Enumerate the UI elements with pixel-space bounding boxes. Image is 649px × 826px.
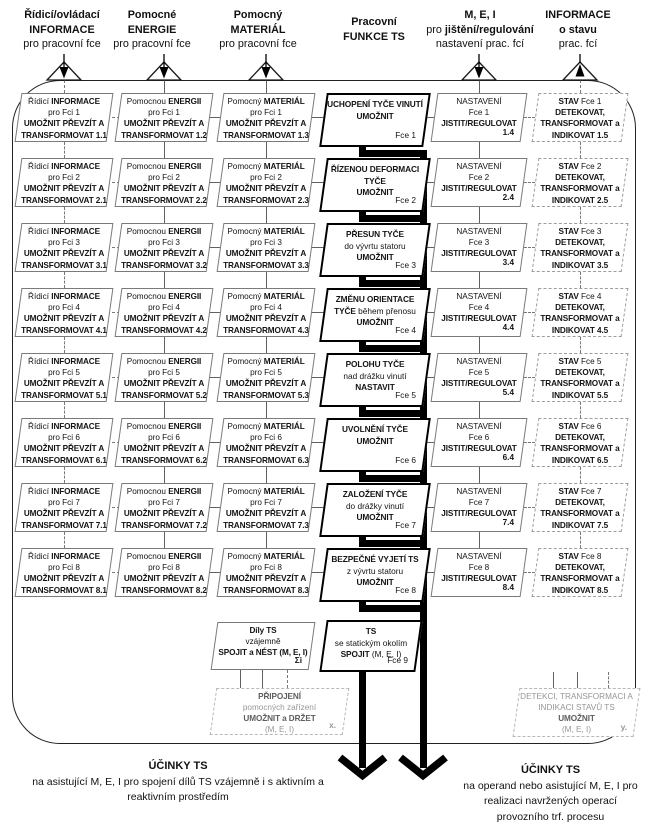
attach-link [262, 670, 263, 688]
energy-box-4: Pomocnou ENERGII pro Fci 4 UMOŽNIT PŘEVZÍT A TRANSFORMOVAT 4.2 [115, 288, 214, 337]
column-row-link [266, 467, 267, 483]
function-box-5: POLOHU TYČE nad drážku vinutí NASTAVIT Fce 5 [319, 353, 431, 407]
regulation-box-3: NASTAVENÍ Fce 3 JISTIT/REGULOVAT 3.4 [431, 223, 528, 272]
regulation-box-5: NASTAVENÍ Fce 5 JISTIT/REGULOVAT 5.4 [431, 353, 528, 402]
column-top-stub [580, 80, 581, 93]
regulation-status-link [524, 247, 535, 248]
header-line: MATERIÁL [230, 23, 286, 36]
column-row-link [479, 402, 480, 418]
effects-text-left [13, 759, 343, 806]
detect-link [608, 672, 609, 688]
column-top-stub [64, 80, 65, 93]
regulation-status-link [524, 312, 535, 313]
energy-box-6: Pomocnou ENERGII pro Fci 6 UMOŽNIT PŘEVZÍT A TRANSFORMOVAT 6.2 [115, 418, 214, 467]
column-row-link [164, 532, 165, 548]
attach-link [287, 670, 288, 688]
box-index-tag: 4.4 [502, 322, 514, 332]
control-box-3: Řídicí INFORMACE pro Fci 3 UMOŽNIT PŘEVZÍT A TRANSFORMOVAT 3.1 [15, 223, 114, 272]
header-line: o stavu [559, 23, 597, 36]
box-index-tag: Fce 4 [395, 325, 416, 336]
column-row-link [164, 142, 165, 158]
column-row-link [580, 402, 581, 418]
column-row-link [64, 207, 65, 223]
energy-material-link [210, 572, 220, 573]
material-input-triangle-icon [249, 54, 283, 80]
column-row-link [580, 142, 581, 158]
detect-link [577, 672, 578, 688]
header-line: Řídicí/ovládací [24, 9, 100, 21]
column-row-link [266, 272, 267, 288]
regulation-box-2: NASTAVENÍ Fce 2 JISTIT/REGULOVAT 2.4 [431, 158, 528, 207]
function-bus-joint [359, 215, 427, 222]
energy-material-link [210, 442, 220, 443]
column-row-link [164, 337, 165, 353]
function-bus-joint [359, 280, 427, 287]
control-box-1: Řídicí INFORMACE pro Fci 1 UMOŽNIT PŘEVZÍT A TRANSFORMOVAT 1.1 [15, 93, 114, 142]
mount-function-output-line [359, 668, 366, 768]
detect-link [553, 672, 554, 688]
effects-title: ÚČINKY TS [520, 764, 581, 776]
function-box-7: ZALOŽENÍ TYČE do drážky vinutí UMOŽNIT Fce 7 [319, 483, 431, 537]
energy-box-7: Pomocnou ENERGII pro Fci 7 UMOŽNIT PŘEVZÍT A TRANSFORMOVAT 7.2 [115, 483, 214, 532]
regulation-status-link [524, 442, 535, 443]
header-line: Pracovní [351, 16, 397, 28]
box-index-tag: 7.4 [502, 517, 514, 527]
header-line: pro pracovní fce [219, 38, 297, 50]
material-box-1: Pomocný MATERIÁL pro Fci 1 UMOŽNIT PŘEVZÍT A TRANSFORMOVAT 1.3 [217, 93, 316, 142]
header-line: M, E, I [464, 9, 496, 21]
function-bus-joint [359, 475, 427, 482]
column-row-link [266, 337, 267, 353]
material-box-3: Pomocný MATERIÁL pro Fci 3 UMOŽNIT PŘEVZÍT A TRANSFORMOVAT 3.3 [217, 223, 316, 272]
header-line: ENERGIE [127, 23, 177, 36]
box-index-tag: Fce 2 [395, 195, 416, 206]
attach-link [240, 670, 241, 688]
material-box-7: Pomocný MATERIÁL pro Fci 7 UMOŽNIT PŘEVZÍT A TRANSFORMOVAT 7.3 [217, 483, 316, 532]
function-bus-joint [359, 150, 427, 157]
energy-material-link [210, 377, 220, 378]
box-index-tag: 6.4 [502, 452, 514, 462]
effects-text-right [448, 763, 649, 825]
box-index-tag: 1.4 [502, 127, 514, 137]
box-index-tag: Fce 9 [387, 655, 408, 666]
regulation-box-1: NASTAVENÍ Fce 1 JISTIT/REGULOVAT 1.4 [431, 93, 528, 142]
regulation-box-7: NASTAVENÍ Fce 7 JISTIT/REGULOVAT 7.4 [431, 483, 528, 532]
header-line: Pomocné [127, 9, 177, 21]
box-index-tag: Fce 5 [395, 390, 416, 401]
control-box-8: Řídicí INFORMACE pro Fci 8 UMOŽNIT PŘEVZÍT A TRANSFORMOVAT 8.1 [15, 548, 114, 597]
column-row-link [64, 337, 65, 353]
regulation-status-link [524, 572, 535, 573]
column-row-link [266, 402, 267, 418]
box-index-tag: y. [620, 723, 627, 732]
material-box-5: Pomocný MATERIÁL pro Fci 5 UMOŽNIT PŘEVZÍT A TRANSFORMOVAT 5.3 [217, 353, 316, 402]
status-box-8: STAV Fce 8 DETEKOVAT, TRANSFORMOVAT a INDIKOVAT 8.5 [532, 548, 629, 597]
header-line: pro jištění/regulování [426, 23, 534, 36]
column-row-link [164, 402, 165, 418]
column-top-stub [479, 80, 480, 93]
function-box-1: UCHOPENÍ TYČE VINUTÍ UMOŽNIT Fce 1 [319, 93, 431, 147]
header-line: pro pracovní fce [23, 38, 101, 50]
column-row-link [580, 207, 581, 223]
column-row-link [266, 532, 267, 548]
column-row-link [64, 272, 65, 288]
column-top-stub [164, 80, 165, 93]
column-row-link [64, 467, 65, 483]
regulation-status-link [524, 117, 535, 118]
status-box-5: STAV Fce 5 DETEKOVAT, TRANSFORMOVAT a INDIKOVAT 5.5 [532, 353, 629, 402]
header-line: pro pracovní fce [113, 38, 191, 50]
column-row-link [580, 467, 581, 483]
box-index-tag: Fce 6 [395, 455, 416, 466]
column-row-link [479, 142, 480, 158]
effects-line: realizaci navržených operací [483, 795, 618, 807]
column-row-link [580, 272, 581, 288]
energy-box-1: Pomocnou ENERGII pro Fci 1 UMOŽNIT PŘEVZÍT A TRANSFORMOVAT 1.2 [115, 93, 214, 142]
status-box-6: STAV Fce 6 DETEKOVAT, TRANSFORMOVAT a INDIKOVAT 6.5 [532, 418, 629, 467]
box-index-tag: Fce 3 [395, 260, 416, 271]
energy-material-link [210, 312, 220, 313]
status-box-2: STAV Fce 2 DETEKOVAT, TRANSFORMOVAT a INDIKOVAT 2.5 [532, 158, 629, 207]
energy-input-triangle-icon [147, 54, 181, 80]
column-row-link [580, 532, 581, 548]
material-box-2: Pomocný MATERIÁL pro Fci 2 UMOŽNIT PŘEVZÍT A TRANSFORMOVAT 2.3 [217, 158, 316, 207]
control-box-5: Řídicí INFORMACE pro Fci 5 UMOŽNIT PŘEVZÍT A TRANSFORMOVAT 5.1 [15, 353, 114, 402]
regulation-box-8: NASTAVENÍ Fce 8 JISTIT/REGULOVAT 8.4 [431, 548, 528, 597]
box-index-tag: 8.4 [502, 582, 514, 592]
regulation-box-6: NASTAVENÍ Fce 6 JISTIT/REGULOVAT 6.4 [431, 418, 528, 467]
function-box-2: ŘÍZENOU DEFORMACI TYČE UMOŽNIT Fce 2 [319, 158, 431, 212]
regulation-box-4: NASTAVENÍ Fce 4 JISTIT/REGULOVAT 4.4 [431, 288, 528, 337]
column-top-stub [266, 80, 267, 93]
effects-line: na operand nebo asistující M, E, I pro [463, 779, 638, 792]
energy-box-3: Pomocnou ENERGII pro Fci 3 UMOŽNIT PŘEVZÍT A TRANSFORMOVAT 3.2 [115, 223, 214, 272]
static-mount-function-box: TS se statickým okolím SPOJIT (M, E, I) Fce 9 [319, 620, 422, 672]
function-box-6: UVOLNĚNÍ TYČE UMOŽNIT Fce 6 [319, 418, 431, 472]
column-row-link [479, 207, 480, 223]
status-box-1: STAV Fce 1 DETEKOVAT, TRANSFORMOVAT a INDIKOVAT 1.5 [532, 93, 629, 142]
energy-box-8: Pomocnou ENERGII pro Fci 8 UMOŽNIT PŘEVZÍT A TRANSFORMOVAT 8.2 [115, 548, 214, 597]
column-row-link [164, 272, 165, 288]
control-box-2: Řídicí INFORMACE pro Fci 2 UMOŽNIT PŘEVZÍT A TRANSFORMOVAT 2.1 [15, 158, 114, 207]
column-row-link [164, 207, 165, 223]
detect-indicate-states-box: DETEKCI, TRANSFORMACI A INDIKACI STAVŮ TS UMOŽNIT (M, E, I) y. [513, 688, 641, 737]
box-index-tag: 2.4 [502, 192, 514, 202]
function-bus-joint [359, 540, 427, 547]
status-box-7: STAV Fce 7 DETEKOVAT, TRANSFORMOVAT a INDIKOVAT 7.5 [532, 483, 629, 532]
box-index-tag: x. [329, 721, 336, 730]
column-row-link [64, 532, 65, 548]
control-box-7: Řídicí INFORMACE pro Fci 7 UMOŽNIT PŘEVZÍT A TRANSFORMOVAT 7.1 [15, 483, 114, 532]
header-status [503, 8, 649, 52]
effects-line: provozního trf. procesu [496, 810, 605, 823]
control-box-4: Řídicí INFORMACE pro Fci 4 UMOŽNIT PŘEVZÍT A TRANSFORMOVAT 4.1 [15, 288, 114, 337]
function-box-8: BEZPEČNÉ VYJETÍ TS z vývrtu statoru UMOŽNIT Fce 8 [319, 548, 431, 602]
material-box-6: Pomocný MATERIÁL pro Fci 6 UMOŽNIT PŘEVZÍT A TRANSFORMOVAT 6.3 [217, 418, 316, 467]
energy-box-2: Pomocnou ENERGII pro Fci 2 UMOŽNIT PŘEVZÍT A TRANSFORMOVAT 2.2 [115, 158, 214, 207]
regulation-status-link [524, 182, 535, 183]
attach-aux-devices-box: PŘIPOJENÍ pomocných zařízení UMOŽNIT a DRŽET (M, E, I) x. [210, 688, 350, 735]
effects-line: reaktivním prostředím [127, 791, 229, 803]
energy-material-link [210, 247, 220, 248]
header-line: INFORMACE [29, 23, 95, 36]
column-row-link [479, 467, 480, 483]
effects-line: na asistující M, E, I pro spojení dílů TS vzájemně i s aktivním a [32, 775, 324, 788]
column-row-link [64, 142, 65, 158]
header-line: Pomocný [233, 9, 283, 21]
regulation-input-triangle-icon [462, 54, 496, 80]
column-row-link [580, 337, 581, 353]
box-index-tag: Fce 7 [395, 520, 416, 531]
column-row-link [64, 402, 65, 418]
energy-material-link [210, 507, 220, 508]
column-row-link [479, 532, 480, 548]
material-box-8: Pomocný MATERIÁL pro Fci 8 UMOŽNIT PŘEVZÍT A TRANSFORMOVAT 8.3 [217, 548, 316, 597]
header-line: nastavení prac. fcí [435, 38, 525, 50]
header-line: FUNKCE TS [343, 30, 405, 43]
box-index-tag: Fce 8 [395, 585, 416, 596]
header-line: INFORMACE [545, 9, 611, 21]
column-row-link [479, 337, 480, 353]
column-row-link [164, 467, 165, 483]
function-bus-joint [359, 410, 427, 417]
energy-box-5: Pomocnou ENERGII pro Fci 5 UMOŽNIT PŘEVZÍT A TRANSFORMOVAT 5.2 [115, 353, 214, 402]
column-row-link [479, 272, 480, 288]
column-row-link [266, 142, 267, 158]
status-box-4: STAV Fce 4 DETEKOVAT, TRANSFORMOVAT a INDIKOVAT 4.5 [532, 288, 629, 337]
energy-material-link [210, 117, 220, 118]
material-box-4: Pomocný MATERIÁL pro Fci 4 UMOŽNIT PŘEVZÍT A TRANSFORMOVAT 4.3 [217, 288, 316, 337]
box-index-tag: Fce 1 [395, 130, 416, 141]
control-input-triangle-icon [47, 54, 81, 80]
box-index-tag: 5.4 [502, 387, 514, 397]
function-bus-joint [359, 605, 427, 612]
box-index-tag: Σi [294, 655, 302, 665]
parts-join-box: Díly TS vzájemně SPOJIT a NÉST (M, E, I) Σi [211, 622, 316, 670]
header-line: prac. fcí [558, 38, 598, 50]
control-box-6: Řídicí INFORMACE pro Fci 6 UMOŽNIT PŘEVZÍT A TRANSFORMOVAT 6.1 [15, 418, 114, 467]
effects-title: ÚČINKY TS [148, 760, 208, 772]
status-box-3: STAV Fce 3 DETEKOVAT, TRANSFORMOVAT a INDIKOVAT 3.5 [532, 223, 629, 272]
regulation-status-link [524, 507, 535, 508]
energy-material-link [210, 182, 220, 183]
column-row-link [266, 207, 267, 223]
status-output-triangle-icon [563, 54, 597, 80]
box-index-tag: 3.4 [502, 257, 514, 267]
function-box-4: ZMĚNU ORIENTACE TYČE během přenosu UMOŽNIT Fce 4 [319, 288, 431, 342]
regulation-status-link [524, 377, 535, 378]
function-bus-joint [359, 345, 427, 352]
function-box-3: PŘESUN TYČE do vývrtu statoru UMOŽNIT Fce 3 [319, 223, 431, 277]
